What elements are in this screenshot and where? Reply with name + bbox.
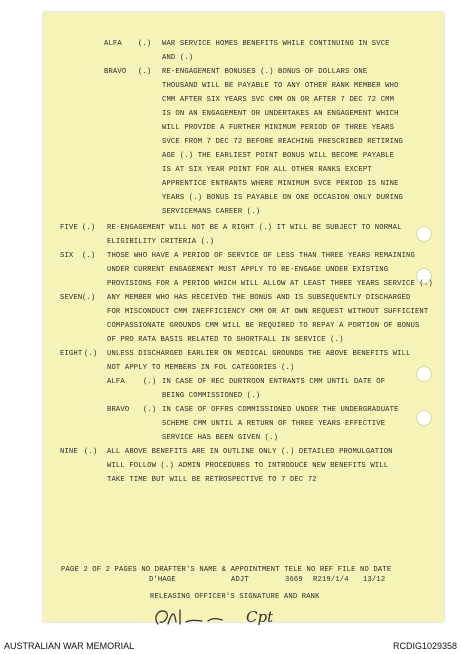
para-line: IN CASE OF OFFRS COMMISSIONED UNDER THE UNDERGRADUATE	[162, 406, 399, 414]
para-line: THOUSAND WILL BE PAYABLE TO ANY OTHER RANK MEMBER WHO	[162, 82, 399, 90]
subpara-sep: (.)	[143, 378, 157, 386]
tele-no: 3669	[285, 576, 303, 584]
para-line: IS ON AN ENGAGEMENT OR UNDERTAKES AN ENGAGEMENT WHICH	[162, 110, 399, 118]
drafter-name: D'HAGE	[149, 576, 176, 584]
para-line: IN CASE OF REC DURTROON ENTRANTS CMM UNTIL DATE OF	[162, 378, 386, 386]
para-line: COMPASSIONATE GROUNDS CMM WILL BE REQUIRED TO REPAY A PORTION OF BONUS	[107, 322, 420, 330]
signature-rank: Cpt	[246, 608, 274, 626]
para-line: OF PRO RATA BASIS RELATED TO SHORTFALL IN SERVICE (.)	[107, 336, 344, 344]
para-line: WAR SERVICE HOMES BENEFITS WHILE CONTINUING IN SVCE	[162, 40, 390, 48]
para-line: SCHEME CMM UNTIL A RETURN OF THREE YEARS EFFECTIVE	[162, 420, 386, 428]
para-sep: (.)	[84, 448, 98, 456]
subpara-sep: (.)	[143, 406, 157, 414]
para-line: IS AT SIX YEAR POINT FOR ALL OTHER RANKS EXCEPT	[162, 166, 372, 174]
footer-id: RCDIG1029358	[392, 641, 457, 651]
footer-source: AUSTRALIAN WAR MEMORIAL	[4, 641, 135, 651]
footer-bar	[0, 638, 461, 654]
para-label: BRAVO	[104, 68, 127, 76]
para-sep: (.)	[82, 224, 96, 232]
para-label: SEVEN	[60, 294, 83, 302]
para-line: AGE (.) THE EARLIEST POINT BONUS WILL BECOME PAYABLE	[162, 152, 395, 160]
para-line: BEING COMMISSIONED (.)	[162, 392, 261, 400]
para-line: ANY MEMBER WHO HAS RECEIVED THE BONUS AND IS SUBSEQUENTLY DISCHARGED	[107, 294, 411, 302]
para-sep: (.)	[84, 350, 98, 358]
para-line: FOR MISCONDUCT CMM INEFFICIENCY CMM OR AT OWN REQUEST WITHOUT SUFFICIENT	[107, 308, 429, 316]
para-line: SERVICEMANS CAREER (.)	[162, 208, 261, 216]
para-line: UNLESS DISCHARGED EARLIER ON MEDICAL GROUNDS THE ABOVE BENEFITS WILL	[107, 350, 411, 358]
para-line: WILL FOLLOW (.) ADMIN PROCEDURES TO INTRODUCE NEW BENEFITS WILL	[107, 462, 389, 470]
para-line: UNDER CURRENT ENGAGEMENT MUST APPLY TO RE-ENGAGE UNDER EXISTING	[107, 266, 389, 274]
para-line: SVCE FROM 7 DEC 72 BEFORE REACHING PRESCRIBED RETIRING	[162, 138, 404, 146]
punch-hole	[416, 366, 432, 382]
para-sep: (.)	[82, 252, 96, 260]
form-header: PAGE 2 OF 2 PAGES NO DRAFTER'S NAME & APPOINTMENT TELE NO REF FILE NO DATE	[61, 566, 392, 574]
para-line: NOT APPLY TO MEMBERS IN FOL CATEGORIES (.)	[107, 364, 295, 372]
para-line: WILL PROVIDE A FURTHER MINIMUM PERIOD OF THREE YEARS	[162, 124, 395, 132]
para-line: YEARS (.) BONUS IS PAYABLE ON ONE OCCASION ONLY DURING	[162, 194, 404, 202]
para-label: EIGHT	[60, 350, 83, 358]
punch-hole	[416, 226, 432, 242]
para-label: FIVE	[60, 224, 78, 232]
ref-file-no: R219/1/4	[313, 576, 349, 584]
para-line: APPRENTICE ENTRANTS WHERE MINIMUM SVCE PERIOD IS NINE	[162, 180, 399, 188]
subpara-label: ALFA	[107, 378, 125, 386]
para-line: PROVISIONS FOR A PERIOD WHICH WILL ALLOW AT LEAST THREE YEARS SERVICE (.)	[107, 280, 433, 288]
para-line: RE-ENGAGEMENT BONUSES (.) BONUS OF DOLLARS ONE	[162, 68, 368, 76]
para-sep: (.)	[138, 40, 152, 48]
para-label: ALFA	[104, 40, 122, 48]
para-sep: (.)	[138, 68, 152, 76]
para-line: THOSE WHO HAVE A PERIOD OF SERVICE OF LESS THAN THREE YEARS REMAINING	[107, 252, 415, 260]
para-line: TAKE TIME BUT WILL BE RETROSPECTIVE TO 7 DEC 72	[107, 476, 317, 484]
para-line: SERVICE HAS BEEN GIVEN (.)	[162, 434, 279, 442]
para-label: NINE	[60, 448, 78, 456]
handwritten-signature	[150, 602, 290, 632]
para-label: SIX	[60, 252, 74, 260]
para-sep: (.)	[82, 294, 96, 302]
para-line: RE-ENGAGEMENT WILL NOT BE A RIGHT (.) IT WILL BE SUBJECT TO NORMAL	[107, 224, 402, 232]
para-line: ELIGIBILITY CRITERIA (.)	[107, 238, 215, 246]
appointment: ADJT	[231, 576, 249, 584]
para-line: CMM AFTER SIX YEARS SVC CMM ON OR AFTER 7 DEC 72 CMM	[162, 96, 395, 104]
subpara-label: BRAVO	[107, 406, 130, 414]
date: 13/12	[363, 576, 386, 584]
release-label: RELEASING OFFICER'S SIGNATURE AND RANK	[150, 593, 320, 601]
para-line: ALL ABOVE BENEFITS ARE IN OUTLINE ONLY (.) DETAILED PROMULGATION	[107, 448, 393, 456]
para-line: AND (.)	[162, 54, 194, 62]
punch-hole	[416, 410, 432, 426]
